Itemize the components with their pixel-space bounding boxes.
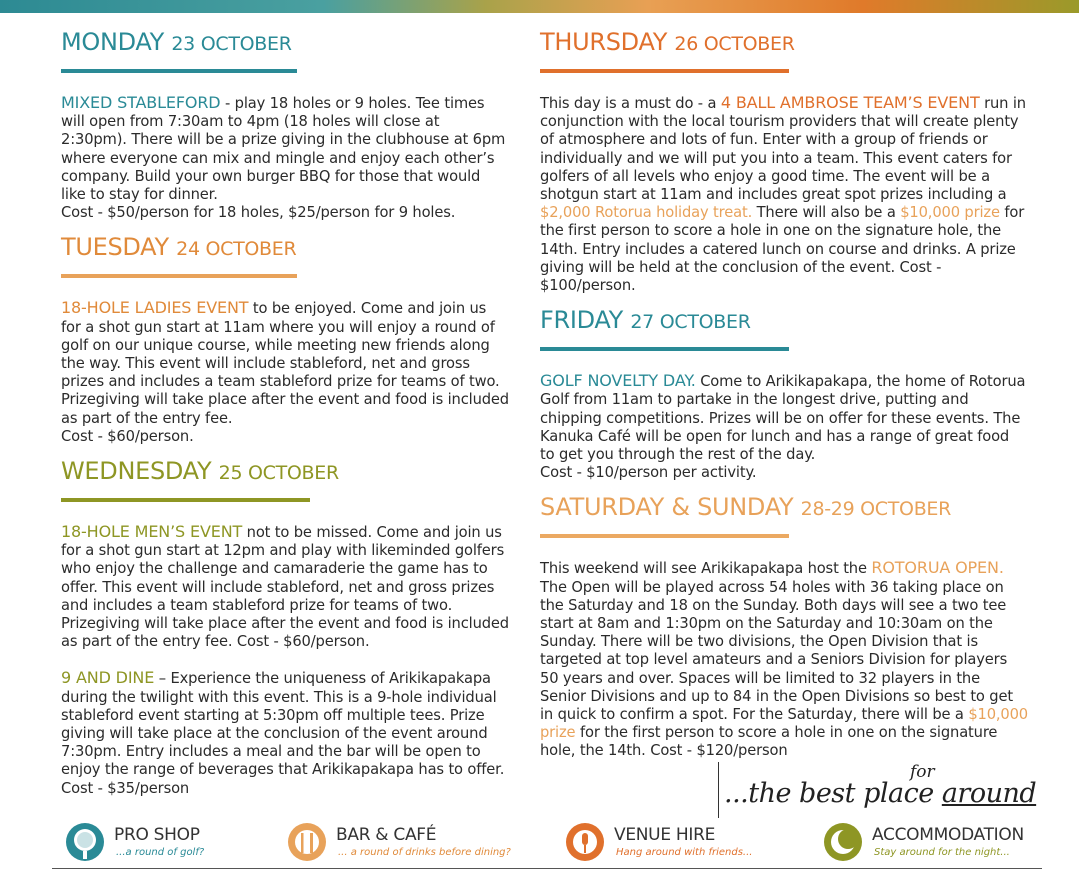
footer-divider xyxy=(52,868,1042,869)
monday-rule xyxy=(61,69,297,73)
friday-section xyxy=(540,304,1028,482)
monday-heading: MONDAY 23 OCTOBER xyxy=(61,28,292,56)
nine-and-dine-body: 9 AND DINE – Experience the uniqueness of Arikikapakapa during the twilight with this event. This is a 9-hole individual stableford event starting at 5:30pm off multiple tees. Prize giving will take place at the conclusion of the event around 7:30pm. Entry includes a meal and the bar will be open to enjoy the range of beverages that Arikikapakapa has to offer. Cost - $35/person xyxy=(61,668,505,797)
tagline-for: for xyxy=(910,762,935,782)
tuesday-body: 18-HOLE LADIES EVENT to be enjoyed. Come and join us for a shot gun start at 11am where you will enjoy a round of golf on our unique course, while meeting new friends along the way. This event will include stableford, net and gross prizes and includes a team stableford prize for teams of two. Prizegiving will take place after the event and food is included as part of the entry fee. Cost - $60/person. xyxy=(61,298,509,445)
footer xyxy=(0,815,1079,872)
left-column xyxy=(61,26,509,798)
top-color-band xyxy=(0,0,1079,13)
weekend-body: This weekend will see Arikikapakapa host the ROTORUA OPEN. The Open will be played across 54 holes with 36 taking place on the Saturday and 18 on the Sunday. Both days will see a two tee start at 8am and 1:30pm on the Saturday and 10:30am on the Sunday. There will be two divisions, the Open Division that is targeted at top level amateurs and a Seniors Division for players 50 years and over. Spaces will be limited to 32 players in the Senior Divisions and up to 84 in the Open Divisions so best to get in quick to confirm a spot. For the Saturday, there will be a $10,000 prize for the first person to score a hole in one on the signature hole, the 14th. Cost - $120/person xyxy=(540,558,1028,760)
tagline-divider xyxy=(718,762,719,818)
mic-icon xyxy=(564,821,608,865)
weekend-heading: SATURDAY & SUNDAY 28-29 OCTOBER xyxy=(540,493,952,522)
tagline-main: ...the best place around xyxy=(724,778,1037,809)
tagline xyxy=(718,762,1038,818)
thursday-section xyxy=(540,26,1028,295)
thursday-heading: THURSDAY 26 OCTOBER xyxy=(540,28,795,56)
right-column xyxy=(540,26,1028,761)
weekend-rule xyxy=(540,534,789,538)
thursday-rule xyxy=(540,69,789,73)
friday-heading: FRIDAY 27 OCTOBER xyxy=(540,306,751,335)
monday-section xyxy=(61,26,509,222)
wednesday-body: 18-HOLE MEN’S EVENT not to be missed. Come and join us for a shot gun start at 12pm and play with likeminded golfers who enjoy the challenge and camaraderie the game has to offer. This event will include stableford, net and gross prizes and includes a team stableford prize for teams of two. Prizegiving will take place after the event and food is included as part of the entry fee. Cost - $60/person. xyxy=(61,522,509,651)
cutlery-icon xyxy=(286,821,330,865)
friday-body: GOLF NOVELTY DAY. Come to Arikikapakapa, the home of Rotorua Golf from 11am to partake in the longest drive, putting and chipping competitions. Prizes will be on offer for these events. The Kanuka Café will be open for lunch and has a range of great food to get you through the rest of the day. Cost - $10/person per activity. xyxy=(540,371,1026,482)
tuesday-rule xyxy=(61,274,297,278)
weekend-section xyxy=(540,491,1028,760)
friday-rule xyxy=(540,347,789,351)
moon-icon xyxy=(822,821,866,865)
wednesday-rule xyxy=(61,498,310,502)
thursday-body: This day is a must do - a 4 BALL AMBROSE TEAM’S EVENT run in conjunction with the local tourism providers that will create plenty of atmosphere and lots of fun. Enter with a group of friends or individually and we will put you into a team. This event caters for golfers of all levels who enjoy a good time. The event will be a shotgun start at 11am and includes great spot prizes including a $2,000 Rotorua holiday treat. There will also be a $10,000 prize for the first person to score a hole in one on the signature hole, the 14th. Entry includes a catered lunch on course and drinks. A prize giving will be held at the conclusion of the event. Cost - $100/person. xyxy=(540,93,1026,295)
wednesday-heading: WEDNESDAY 25 OCTOBER xyxy=(61,457,339,486)
footer-accommodation[interactable]: ACCOMMODATION Stay around for the night... xyxy=(822,821,1042,869)
monday-body: MIXED STABLEFORD - play 18 holes or 9 holes. Tee times will open from 7:30am to 4pm (18 holes will close at 2:30pm). There will be a prize giving in the clubhouse at 6pm where everyone can mix and mingle and enjoy each other’s company. Build your own burger BBQ for those that would like to stay for dinner. Cost - $50/person for 18 holes, $25/person for 9 holes. xyxy=(61,93,506,222)
footer-pro-shop[interactable]: PRO SHOP ...a round of golf? xyxy=(64,821,264,869)
wednesday-section xyxy=(61,455,509,798)
footer-bar-cafe[interactable]: BAR & CAFÉ ... a round of drinks before dining? xyxy=(286,821,516,869)
golf-ball-icon xyxy=(64,821,108,865)
tuesday-section xyxy=(61,231,509,446)
footer-venue-hire[interactable]: VENUE HIRE Hang around with friends... xyxy=(564,821,764,869)
tuesday-heading: TUESDAY 24 OCTOBER xyxy=(61,233,297,262)
